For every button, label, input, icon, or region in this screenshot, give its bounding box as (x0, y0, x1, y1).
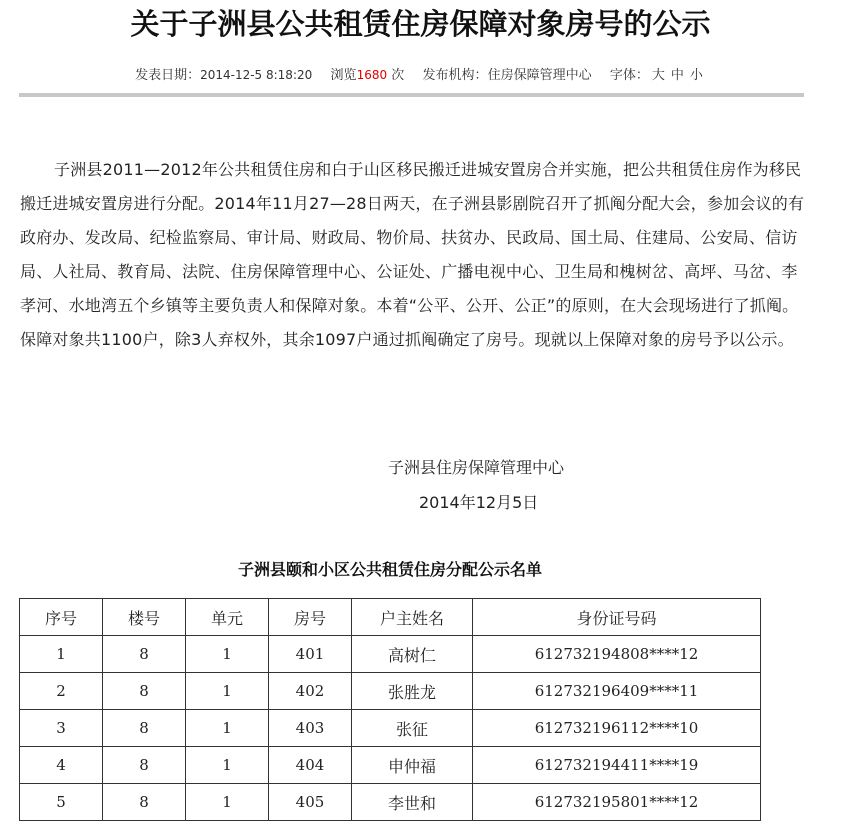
cell-index: 5 (20, 784, 103, 821)
font-size-large-link[interactable]: 大 (651, 68, 665, 83)
cell-householder: 申仲福 (352, 747, 473, 784)
views-count: 1680 (356, 68, 388, 82)
cell-householder: 高树仁 (352, 636, 473, 673)
table-row (20, 747, 761, 784)
cell-index: 1 (20, 636, 103, 673)
col-header-unit: 单元 (186, 599, 269, 636)
col-header-householder: 户主姓名 (352, 599, 473, 636)
signature-date: 2014年12月5日 (419, 493, 539, 512)
cell-room: 402 (269, 673, 352, 710)
table-row (20, 636, 761, 673)
cell-room: 405 (269, 784, 352, 821)
cell-building: 8 (103, 673, 186, 710)
cell-id-number: 612732195801****12 (473, 784, 761, 821)
cell-index: 2 (20, 673, 103, 710)
cell-id-number: 612732196409****11 (473, 673, 761, 710)
views-label: 浏览 (330, 68, 357, 83)
date-value: 2014-12-5 8:18:20 (200, 68, 313, 82)
publisher-value: 住房保障管理中心 (487, 68, 592, 83)
col-header-id-number: 身份证号码 (473, 599, 761, 636)
font-size-small-link[interactable]: 小 (689, 68, 703, 83)
cell-index: 3 (20, 710, 103, 747)
table-header-row (20, 599, 761, 636)
cell-householder: 李世和 (352, 784, 473, 821)
cell-householder: 张征 (352, 710, 473, 747)
cell-building: 8 (103, 710, 186, 747)
publisher-label: 发布机构： (422, 68, 488, 83)
table-row (20, 710, 761, 747)
cell-householder: 张胜龙 (352, 673, 473, 710)
cell-id-number: 612732194808****12 (473, 636, 761, 673)
col-header-index: 序号 (20, 599, 103, 636)
header-divider (19, 93, 804, 97)
cell-building: 8 (103, 747, 186, 784)
font-size-medium-link[interactable]: 中 (670, 68, 684, 83)
article-body: 子洲县2011—2012年公共租赁住房和白于山区移民搬迁进城安置房合并实施，把公共租赁住房作为移民搬迁进城安置房进行分配。2014年11月27—28日两天，在子洲县影剧院召开了抓阄分配大会，参加会议的有政府办、发改局、纪检监察局、审计局、财政局、物价局、扶贫办、民政局、国土局、住建局、公安局、信访局、人社局、教育局、法院、住房保障管理中心、公证处、广播电视中心、卫生局和槐树岔、高坪、马岔、李孝河、水地湾五个乡镇等主要负责人和保障对象。本着“公平、公开、公正”的原则，在大会现场进行了抓阄。保障对象共1100户，除3人弃权外，其余1097户通过抓阄确定了房号。现就以上保障对象的房号予以公示。 (20, 160, 805, 349)
article-meta (0, 64, 841, 87)
cell-unit: 1 (186, 636, 269, 673)
font-size-label: 字体： (609, 68, 649, 83)
cell-unit: 1 (186, 784, 269, 821)
cell-id-number: 612732196112****10 (473, 710, 761, 747)
cell-unit: 1 (186, 747, 269, 784)
cell-room: 404 (269, 747, 352, 784)
col-header-room: 房号 (269, 599, 352, 636)
signature-org: 子洲县住房保障管理中心 (388, 458, 565, 477)
cell-id-number: 612732194411****19 (473, 747, 761, 784)
table-row (20, 673, 761, 710)
date-label: 发表日期： (135, 68, 201, 83)
col-header-building: 楼号 (103, 599, 186, 636)
cell-unit: 1 (186, 710, 269, 747)
cell-building: 8 (103, 784, 186, 821)
cell-index: 4 (20, 747, 103, 784)
cell-building: 8 (103, 636, 186, 673)
cell-room: 401 (269, 636, 352, 673)
roster-title: 子洲县颐和小区公共租赁住房分配公示名单 (237, 560, 542, 579)
cell-unit: 1 (186, 673, 269, 710)
views-unit: 次 (391, 68, 405, 83)
page-title: 关于子洲县公共租赁住房保障对象房号的公示 (130, 7, 711, 41)
table-row (20, 784, 761, 821)
roster-table (19, 598, 761, 821)
cell-room: 403 (269, 710, 352, 747)
